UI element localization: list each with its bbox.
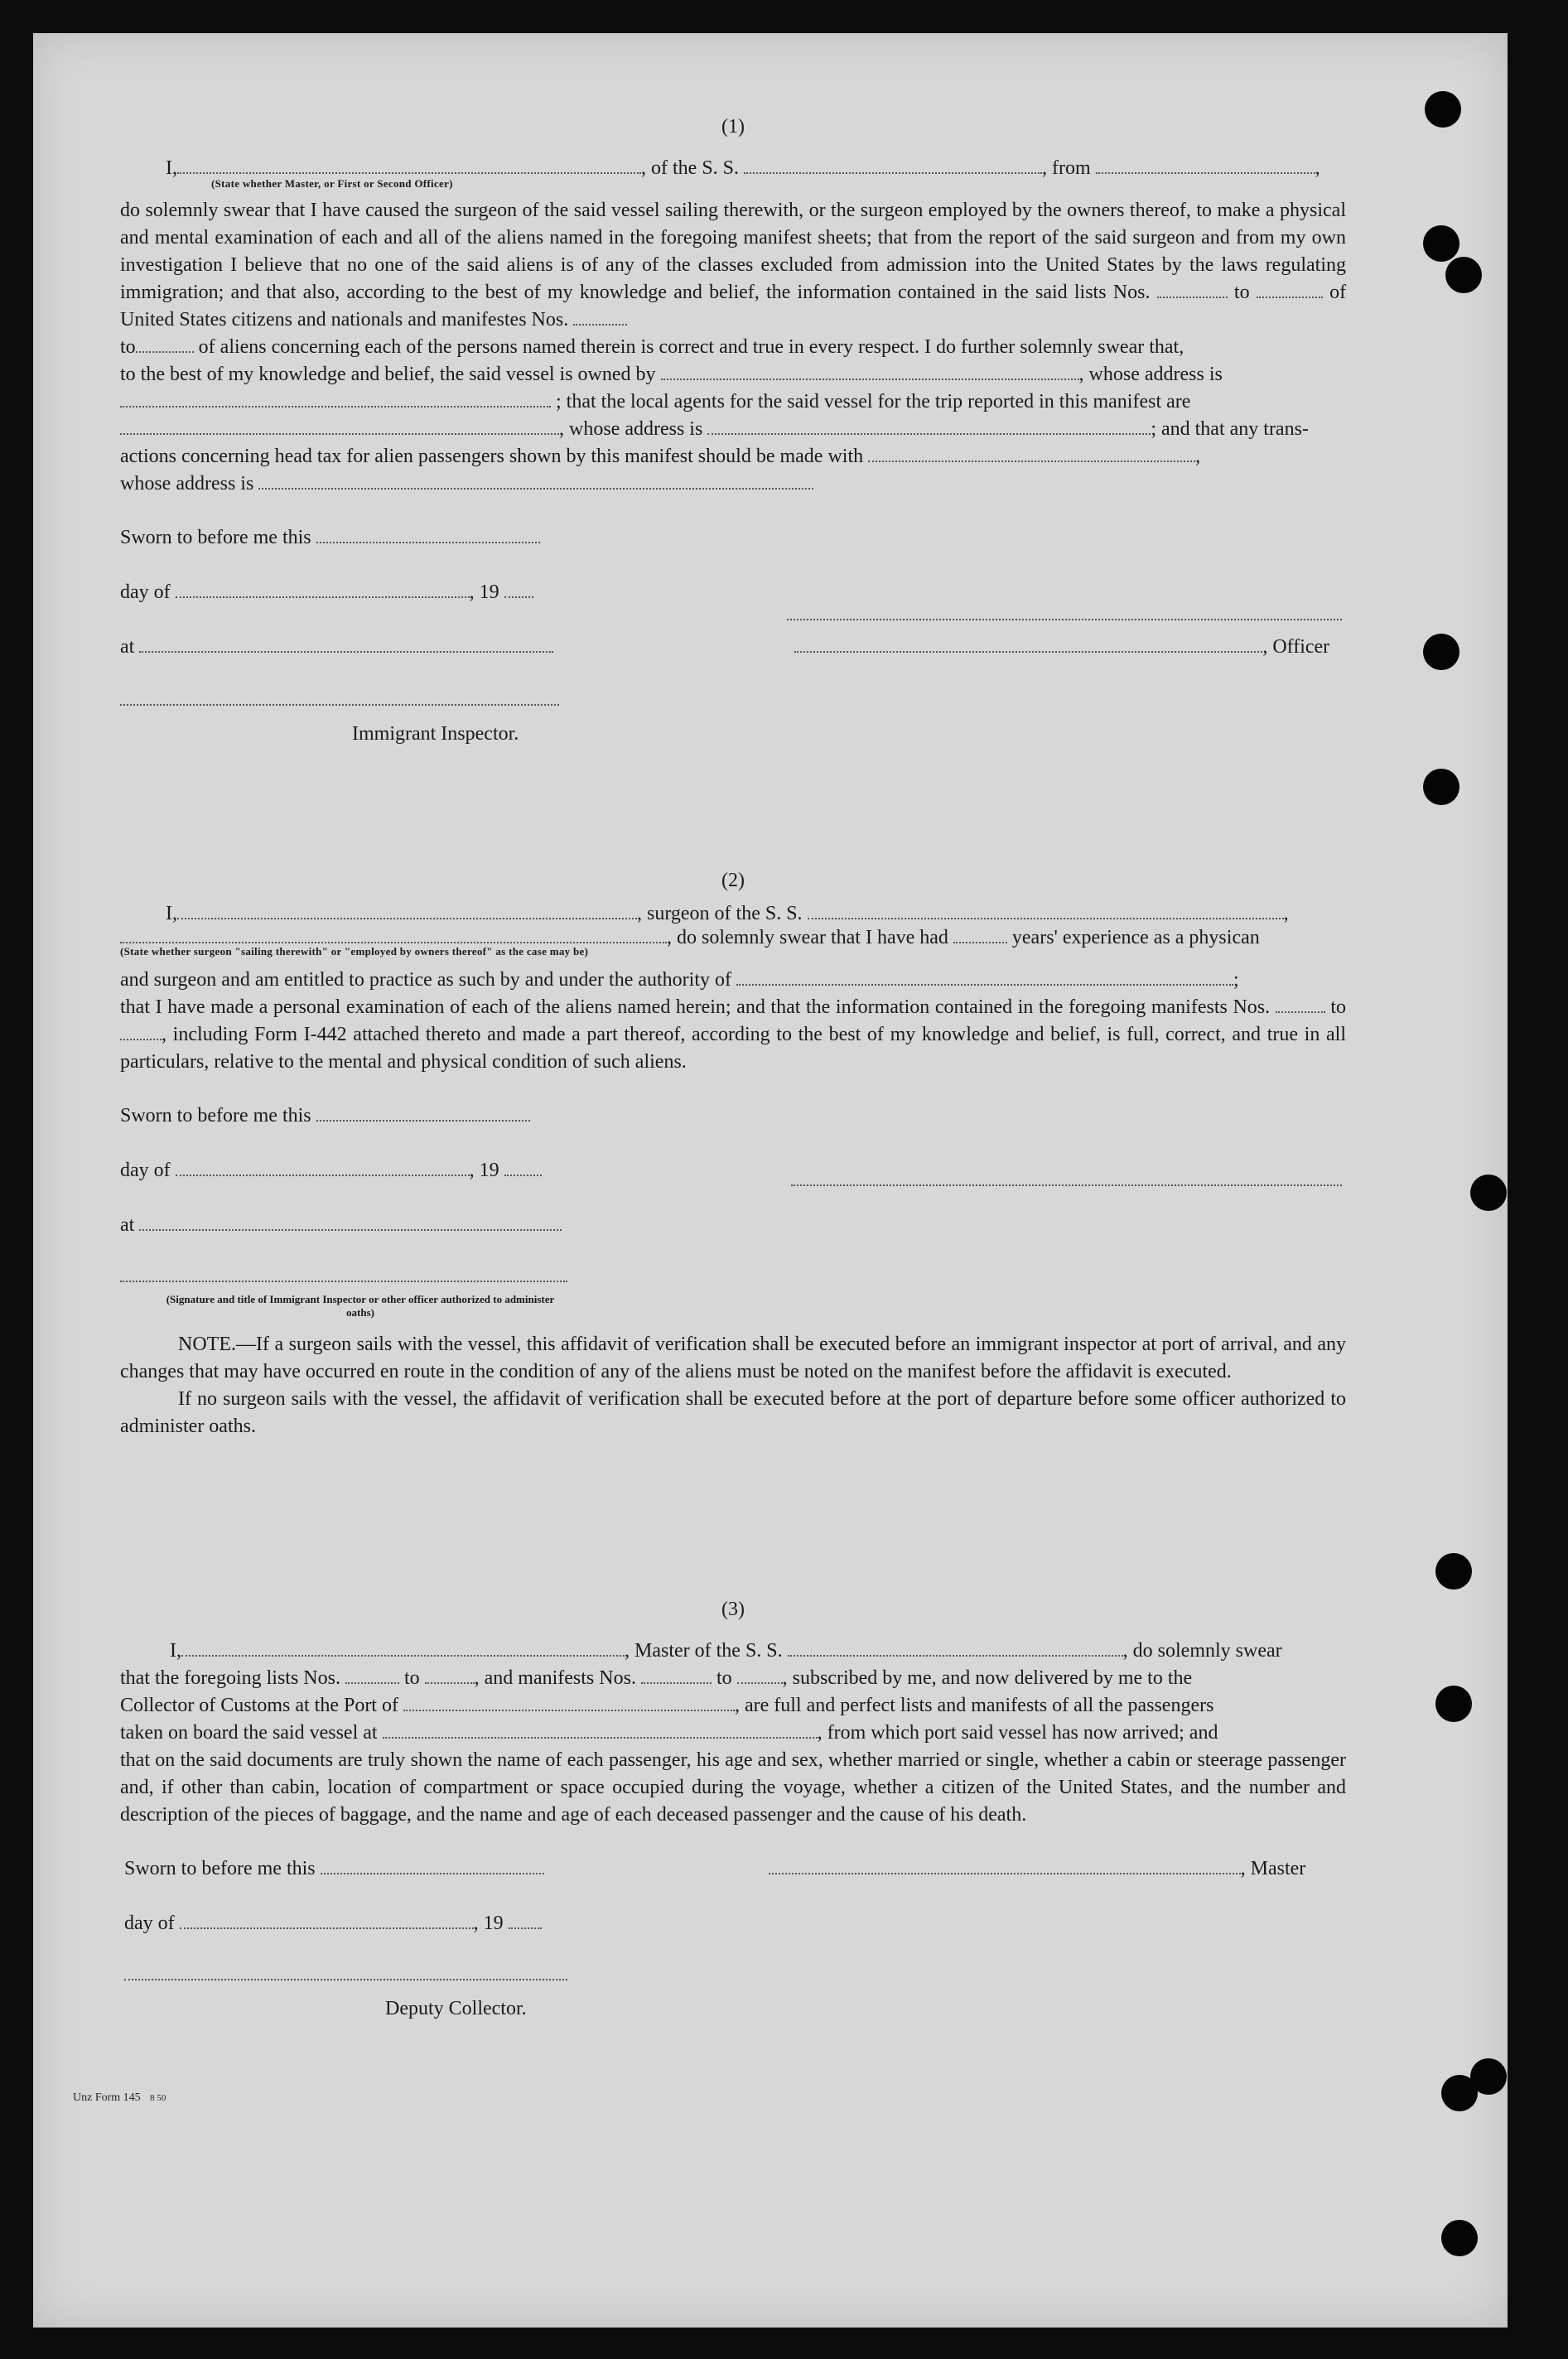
punch-hole-icon bbox=[1423, 634, 1459, 670]
master-name-field[interactable] bbox=[181, 1638, 625, 1657]
manifests-from-field[interactable] bbox=[1276, 995, 1325, 1013]
day-of-label: day of bbox=[124, 1913, 175, 1934]
surgeon-status-field[interactable] bbox=[120, 925, 667, 943]
head-tax-contact-field[interactable] bbox=[868, 444, 1195, 462]
officer-title-field[interactable] bbox=[794, 634, 1262, 653]
line-text: , of the S. S. bbox=[641, 157, 740, 179]
month-field[interactable] bbox=[176, 1158, 470, 1176]
surgeon-signature-line[interactable] bbox=[791, 1166, 1342, 1186]
deputy-signature-line[interactable] bbox=[124, 1961, 567, 1980]
local-agents-field[interactable] bbox=[120, 417, 559, 435]
customs-port-field[interactable] bbox=[403, 1693, 735, 1711]
sworn-label: Sworn to before me this bbox=[124, 1858, 316, 1879]
day-of-label: day of bbox=[120, 1160, 171, 1181]
sworn-date-field[interactable] bbox=[316, 525, 540, 543]
year-field[interactable] bbox=[509, 1911, 542, 1929]
year-field[interactable] bbox=[504, 580, 533, 598]
punch-hole-icon bbox=[1445, 257, 1482, 293]
at-label: at bbox=[120, 636, 135, 658]
form-footer bbox=[73, 2091, 166, 2105]
embarkation-port-field[interactable] bbox=[383, 1720, 818, 1739]
punch-hole-icon bbox=[1423, 225, 1459, 262]
years-experience-field[interactable] bbox=[953, 925, 1007, 943]
form-code: 8 50 bbox=[150, 2093, 166, 2103]
day-of-label: day of bbox=[120, 581, 171, 603]
line-text: , bbox=[1315, 157, 1320, 179]
line-text: , from bbox=[1042, 157, 1091, 179]
surgeon-name-field[interactable] bbox=[177, 901, 637, 919]
form-sheet bbox=[33, 33, 1508, 2328]
month-field[interactable] bbox=[176, 580, 470, 598]
lists-from-field[interactable] bbox=[1157, 280, 1228, 298]
punch-hole-icon bbox=[1441, 2220, 1478, 2256]
manifests-to-field[interactable] bbox=[136, 335, 194, 353]
agents-address-field[interactable] bbox=[707, 417, 1151, 435]
vessel-owner-field[interactable] bbox=[661, 362, 1079, 380]
sworn-date-field[interactable] bbox=[316, 1103, 530, 1122]
surgeon-ship-field[interactable] bbox=[808, 901, 1284, 919]
punch-hole-icon bbox=[1435, 1553, 1472, 1590]
section-2: (2) I, , surgeon of the S. S. , , do solemnly swear that I have had years' experience as a physican (State whether surgeon "sailing therewith" or "employed by owners thereof" as the case may be) and surgeon and am entitled to practice as such by and under the authority of ; that I have made a personal examination of each of the aliens named herein; and that the information contained in the foregoing manifests Nos. to , including Form I-442 attached thereto and made a part thereof, according to the best of my knowledge and belief, is full, correct, and true in all particulars, relative to the mental and physical condition of such aliens. Sworn to before me this day of , 19 at (Signature and title of Immigrant Inspector or other officer authorized to administer oaths) NOTE.—If a surgeon sails with the vessel, this affidavit of verification shall be executed before an immigrant inspector at port of arrival, and any changes that may have occurred en route in the condition of any of the aliens must be noted on the manifest before the affidavit is executed. If no surgeon sails with the vessel, the affidavit of verification shall be executed before at the port of departure before some officer authorized to administer oaths. bbox=[120, 870, 1346, 1440]
lists-to-field[interactable] bbox=[1257, 280, 1323, 298]
head-tax-address-field[interactable] bbox=[258, 471, 813, 490]
owner-address-field[interactable] bbox=[120, 389, 551, 408]
section-number: (2) bbox=[721, 870, 745, 891]
note-paragraph: If no surgeon sails with the vessel, the affidavit of verification shall be executed before at the port of departure before some officer authorized to administer oaths. bbox=[120, 1388, 1346, 1437]
manifests-to-field[interactable] bbox=[737, 1666, 783, 1684]
section-1: (1) I, , of the S. S. , from , (State whether Master, or First or Second Officer) do solemnly swear that I have caused the surgeon of the said vessel sailing therewith, or the surgeon employed by the owners thereof, to make a physical and mental examination of each and all of the aliens named in the foregoing manifest sheets; that from the report of the said surgeon and from my own investigation I believe that no one of the said aliens is of any of the classes excluded from admission into the United States by the laws regulating immigration; and that also, according to the best of my knowledge and belief, the information contained in the said lists Nos. to of United States citizens and nationals and manifestes Nos. to of aliens concerning each of the persons named therein is correct and true in every respect. I do further solemnly swear that, to the best of my knowledge and belief, the said vessel is owned by , whose address is ; that the local agents for the said vessel for the trip reported in this manifest are , whose address is ; and that any trans- actions concerning head tax for alien passengers shown by this manifest should be made with , whose address is Sworn to before me this day of , 19 at , Officer Immigrant Inspector. bbox=[120, 116, 1347, 745]
field-caption: (State whether surgeon "sailing therewith" or "employed by owners thereof" as the case may be) bbox=[120, 945, 589, 958]
lists-to-field[interactable] bbox=[425, 1666, 475, 1684]
master-ship-field[interactable] bbox=[788, 1638, 1123, 1657]
surgeon-paragraph: that I have made a personal examination of each of the aliens named herein; and that the information contained in the foregoing manifests Nos. to , including Form I-442 attached thereto and made a part thereof, according to the best of my knowledge and belief, is full, correct, and true in all particulars, relative to the mental and physical condition of such aliens. bbox=[120, 996, 1347, 1073]
manifests-to-field[interactable] bbox=[120, 1022, 162, 1040]
year-field[interactable] bbox=[504, 1158, 542, 1176]
field-caption: (State whether Master, or First or Second Officer) bbox=[211, 177, 453, 190]
line-text: I, bbox=[166, 157, 177, 179]
punch-hole-icon bbox=[1470, 1175, 1507, 1211]
sworn-label: Sworn to before me this bbox=[120, 527, 311, 548]
at-label: at bbox=[120, 1214, 135, 1236]
punch-hole-icon bbox=[1425, 91, 1461, 128]
form-number: Unz Form 145 bbox=[73, 2091, 141, 2104]
section-3: (3) I, , Master of the S. S. , do solemnly swear that the foregoing lists Nos. to , and manifests Nos. to , subscribed by me, and now delivered by me to the Collector of Customs at the Port of , are full and perfect lists and manifests of all the passengers taken on board the said vessel at , from which port said vessel has now arrived; and that on the said documents are truly shown the name of each passenger, his age and sex, whether married or single, whether a cabin or steerage passenger and, if other than cabin, location of compartment or space occupied during the voyage, whether a citizen of the United States, and the number and description of the pieces of baggage, and the name and age of each deceased passenger and the cause of his death. Sworn to before me this , Master day of , 19 Deputy Collector. bbox=[120, 1599, 1346, 2019]
departure-port-field[interactable] bbox=[1096, 156, 1315, 174]
signature-caption: (Signature and title of Immigrant Inspector or other officer authorized to administer oaths) bbox=[166, 1293, 555, 1319]
punch-hole-icon bbox=[1435, 1686, 1472, 1722]
place-field[interactable] bbox=[139, 634, 553, 653]
officer-signature-line[interactable] bbox=[787, 601, 1342, 620]
punch-hole-icon bbox=[1470, 2058, 1507, 2095]
inspector-signature-line[interactable] bbox=[120, 1262, 567, 1282]
section-number: (1) bbox=[721, 116, 745, 137]
officer-rank-field[interactable] bbox=[177, 156, 641, 174]
place-field[interactable] bbox=[139, 1213, 562, 1231]
master-paragraph: that on the said documents are truly shown the name of each passenger, his age and sex, whether married or single, whether a cabin or steerage passenger and, if other than cabin, location of compartment or space occupied during the voyage, whether a citizen of the United States, and the number and description of the pieces of baggage, and the name and age of each deceased passenger and the cause of his death. bbox=[120, 1749, 1346, 1826]
sworn-label: Sworn to before me this bbox=[120, 1105, 311, 1126]
lists-from-field[interactable] bbox=[345, 1666, 399, 1684]
section-number: (3) bbox=[721, 1599, 745, 1620]
ship-name-field[interactable] bbox=[744, 156, 1042, 174]
sworn-date-field[interactable] bbox=[321, 1856, 544, 1874]
inspector-signature-line[interactable] bbox=[120, 686, 559, 706]
note-paragraph: NOTE.—If a surgeon sails with the vessel, this affidavit of verification shall be executed before an immigrant inspector at port of arrival, and any changes that may have occurred en route in the condition of any of the aliens must be noted on the manifest before the affidavit is executed. bbox=[120, 1334, 1346, 1382]
manifests-from-field[interactable] bbox=[641, 1666, 712, 1684]
authority-field[interactable] bbox=[736, 967, 1233, 986]
punch-hole-icon bbox=[1423, 769, 1459, 805]
month-field[interactable] bbox=[180, 1911, 474, 1929]
oath-paragraph: do solemnly swear that I have caused the surgeon of the said vessel sailing therewith, or the surgeon employed by the owners thereof, to make a physical and mental examination of each and all of the aliens named in the foregoing manifest sheets; that from the report of the said surgeon and from my own investigation I believe that no one of the said aliens is of any of the classes excluded from admission into the United States by the laws regulating immigration; and that also, according to the best of my knowledge and belief, the information contained in the said lists Nos. to of United States citizens and nationals and manifestes Nos. bbox=[120, 200, 1347, 330]
deputy-label: Deputy Collector. bbox=[385, 1998, 527, 2019]
manifests-from-field[interactable] bbox=[573, 307, 627, 326]
master-signature-line[interactable] bbox=[769, 1856, 1241, 1874]
inspector-label: Immigrant Inspector. bbox=[352, 723, 519, 745]
